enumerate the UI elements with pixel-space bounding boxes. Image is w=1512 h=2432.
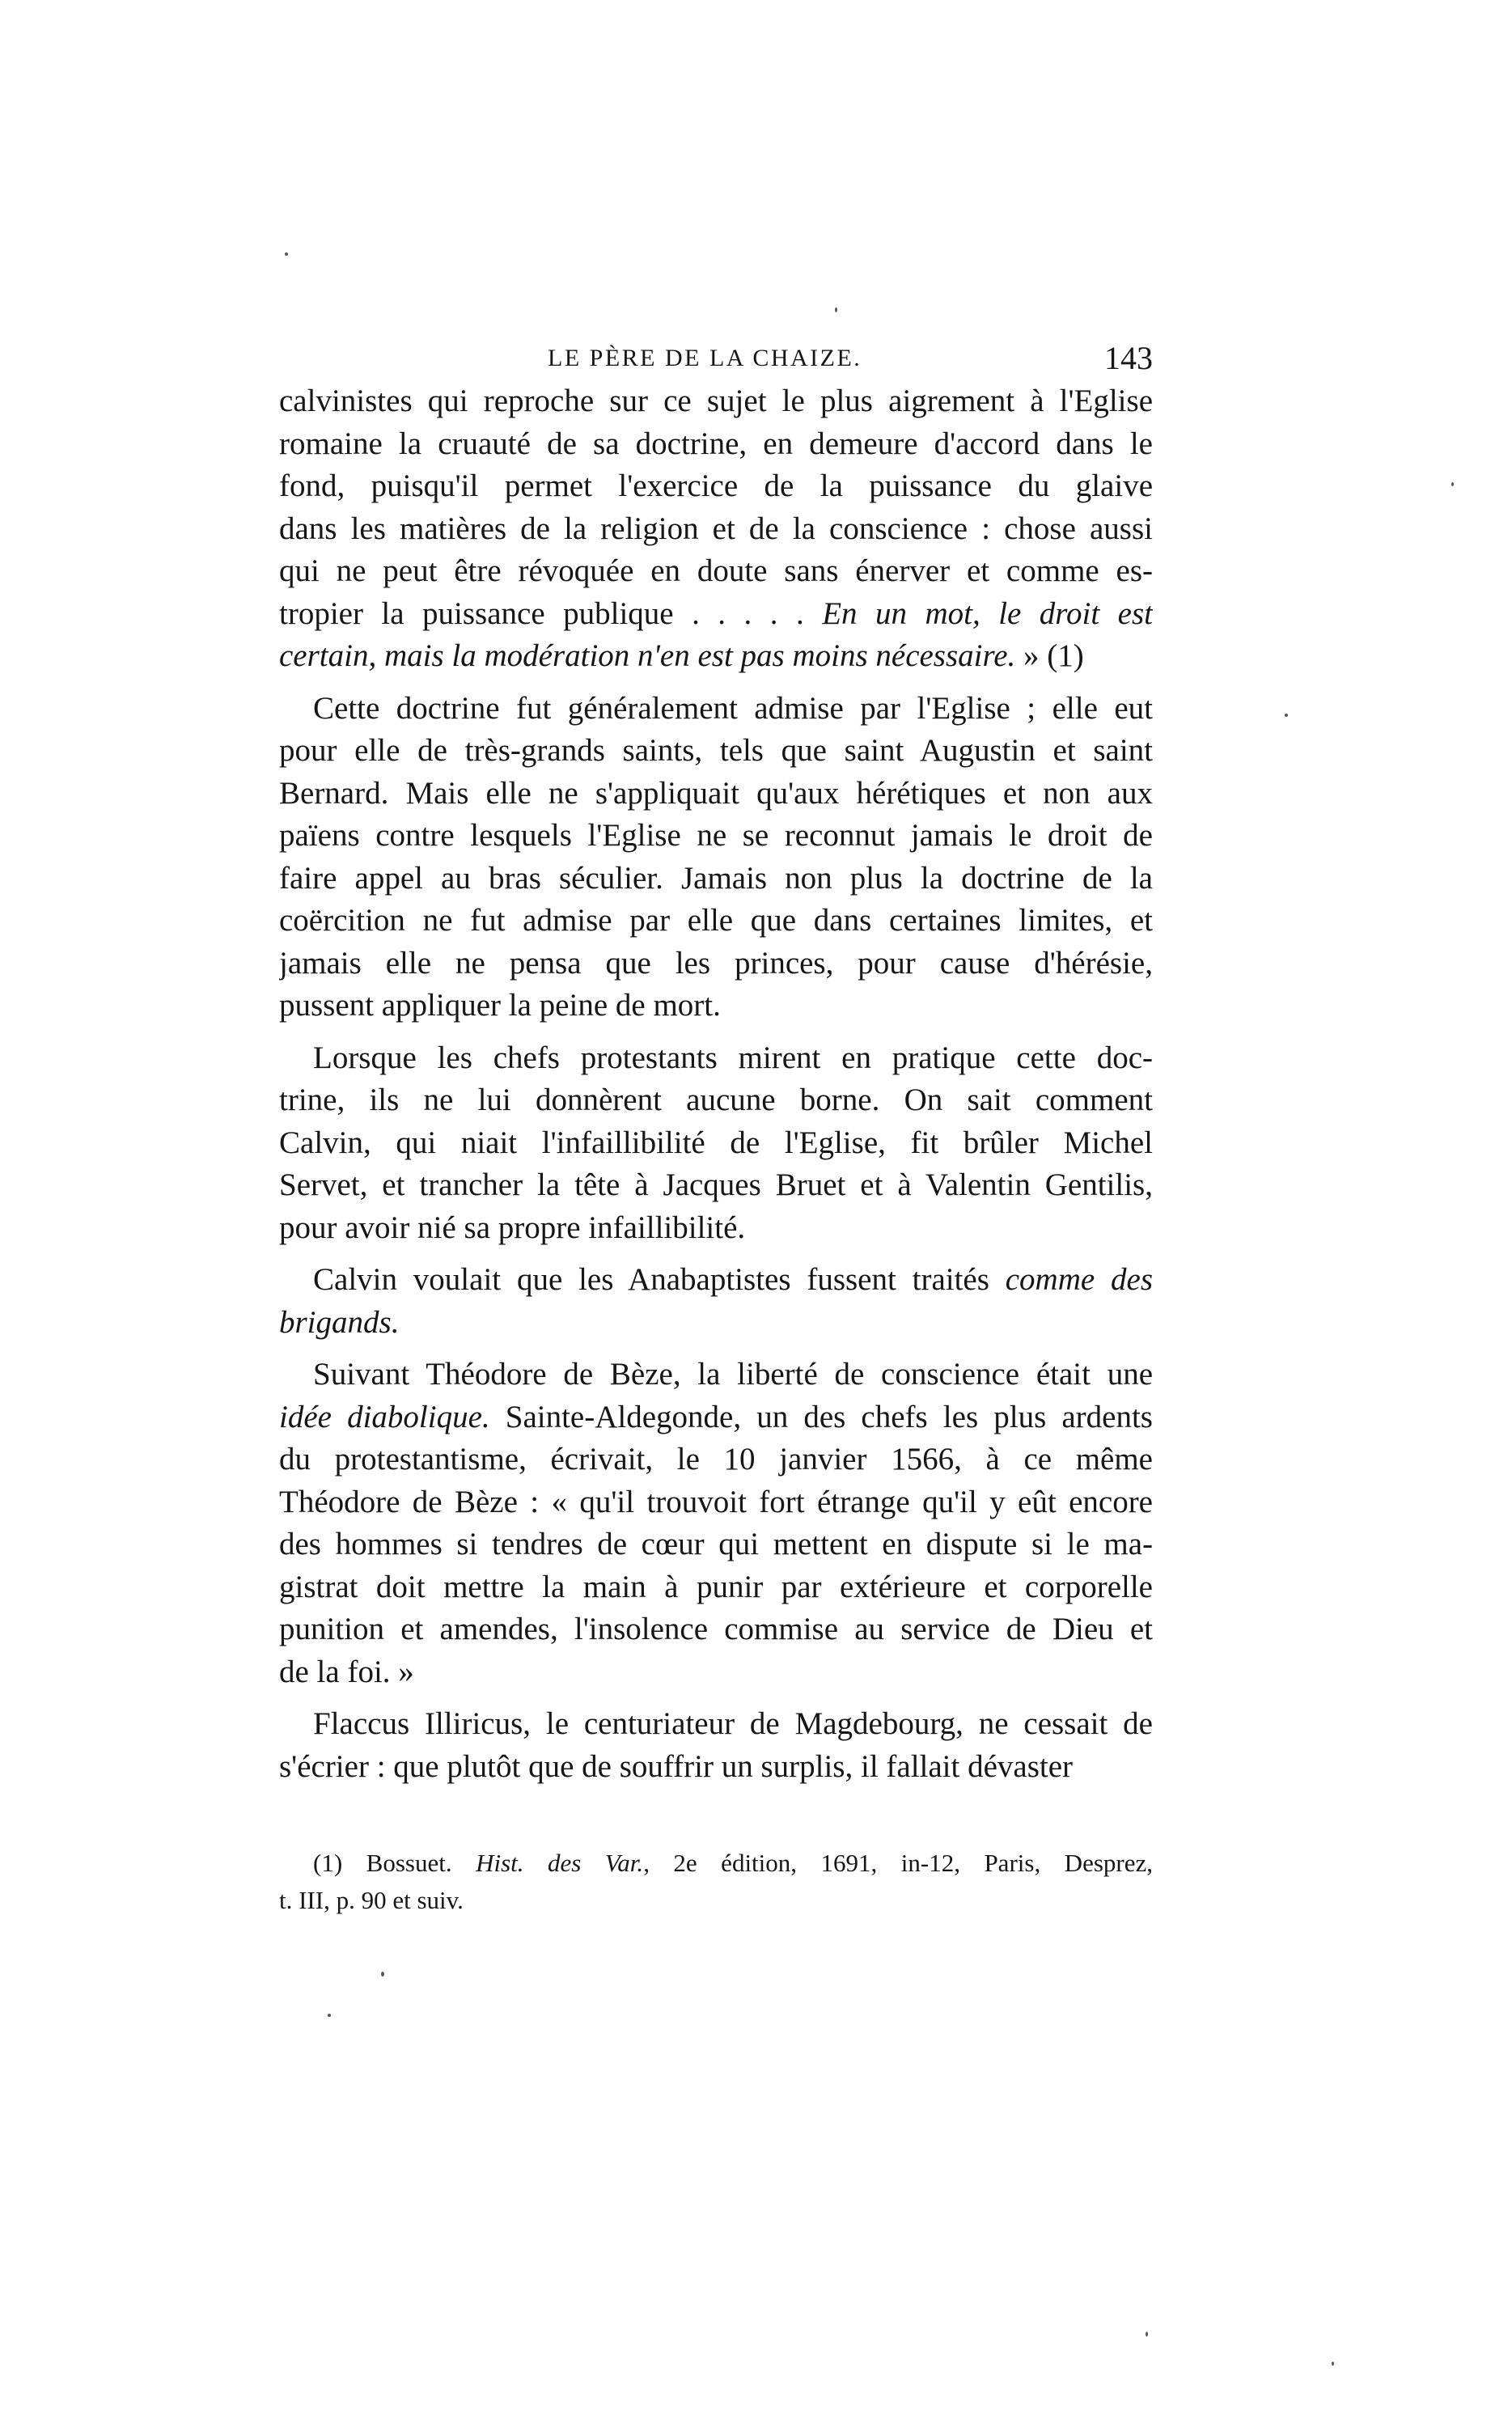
- text-line: [279, 423, 1153, 466]
- text-run: Sainte-Aldegonde, un des chefs les plus ardents: [489, 1399, 1153, 1434]
- text-run: tropier la puissance publique . . . . .: [279, 595, 823, 631]
- scan-speck: [1332, 2362, 1334, 2366]
- text-run: pussent appliquer la peine de mort.: [279, 988, 721, 1023]
- scan-speck: [285, 252, 288, 256]
- paragraph: [279, 1703, 1153, 1788]
- text-run: fond, puisqu'il permet l'exercice de la puissance du glaive: [279, 468, 1153, 503]
- text-line: [279, 635, 1153, 678]
- text-run: faire appel au bras séculier. Jamais non plus la doctrine de la: [279, 860, 1153, 896]
- running-title: LE PÈRE DE LA CHAIZE.: [548, 345, 862, 371]
- text-line: [279, 465, 1153, 508]
- text-run: de la foi. »: [279, 1654, 414, 1689]
- text-line: [279, 1302, 1153, 1345]
- text-line: [279, 943, 1153, 985]
- italic-run: En un mot, le droit est: [822, 595, 1153, 631]
- text-line: [279, 1651, 1153, 1694]
- text-line: [279, 1207, 1153, 1250]
- page-header: [279, 338, 1153, 379]
- scan-speck: [381, 1972, 384, 1977]
- scan-speck: [328, 2014, 331, 2017]
- text-run: jamais elle ne pensa que les princes, pour cause d'hérésie,: [279, 945, 1153, 981]
- italic-run: brigands.: [279, 1304, 400, 1340]
- text-run: romaine la cruauté de sa doctrine, en demeure d'accord dans le: [279, 426, 1153, 461]
- text-line: [279, 773, 1153, 816]
- text-run: pour elle de très-grands saints, tels que saint Augustin et saint: [279, 733, 1153, 768]
- text-run: Lorsque les chefs protestants mirent en pratique cette doc-: [313, 1040, 1153, 1075]
- text-line: [279, 1438, 1153, 1481]
- text-line: [279, 1122, 1153, 1165]
- text-line: [279, 1396, 1153, 1439]
- text-run: s'écrier : que plutôt que de souffrir un surplis, il fallait dévaster: [279, 1748, 1074, 1784]
- text-line: [279, 1259, 1153, 1302]
- text-line: [279, 1164, 1153, 1207]
- text-run: calvinistes qui reproche sur ce sujet le plus aigrement à l'Eglise: [279, 383, 1153, 418]
- text-run: Théodore de Bèze : « qu'il trouvoit fort étrange qu'il y eût encore: [279, 1484, 1153, 1519]
- text-run: Calvin, qui niait l'infaillibilité de l'Eglise, fit brûler Michel: [279, 1125, 1153, 1160]
- text-line: [279, 1354, 1153, 1396]
- footnotes: [279, 1845, 1153, 1919]
- text-line: [279, 1703, 1153, 1746]
- text-line: [279, 985, 1153, 1027]
- text-run: » (1): [1015, 638, 1084, 673]
- text-run: (1) Bossuet.: [313, 1849, 476, 1877]
- text-line: [279, 1523, 1153, 1566]
- paragraph: [279, 380, 1153, 678]
- text-line: [279, 1882, 1153, 1919]
- text-run: qui ne peut être révoquée en doute sans énerver et comme es-: [279, 553, 1153, 588]
- text-line: [279, 1481, 1153, 1524]
- text-run: , 2e édition, 1691, in-12, Paris, Desprez,: [643, 1849, 1153, 1877]
- text-line: [279, 858, 1153, 900]
- text-run: t. III, p. 90 et suiv.: [279, 1886, 464, 1914]
- text-line: [279, 1566, 1153, 1609]
- text-line: [279, 380, 1153, 423]
- text-line: [279, 688, 1153, 731]
- page-number: 143: [1104, 340, 1153, 376]
- text-run: Calvin voulait que les Anabaptistes fussent traités: [313, 1262, 1006, 1297]
- paragraph: [279, 1259, 1153, 1344]
- scan-speck: [1285, 714, 1288, 717]
- text-line: [279, 1079, 1153, 1122]
- scan-speck: [1451, 482, 1454, 486]
- paragraph: [279, 688, 1153, 1027]
- text-line: [279, 1608, 1153, 1651]
- text-line: [279, 815, 1153, 858]
- italic-run: comme des: [1005, 1262, 1153, 1297]
- text-run: Cette doctrine fut généralement admise par l'Eglise ; elle eut: [313, 690, 1153, 726]
- scan-speck: [835, 307, 837, 312]
- paragraph: [279, 1354, 1153, 1693]
- text-run: Bernard. Mais elle ne s'appliquait qu'aux hérétiques et non aux: [279, 775, 1153, 811]
- footnote: [279, 1845, 1153, 1919]
- text-run: païens contre lesquels l'Eglise ne se reconnut jamais le droit de: [279, 818, 1153, 853]
- text-run: Servet, et trancher la tête à Jacques Bruet et à Valentin Gentilis,: [279, 1167, 1153, 1202]
- paragraph: [279, 1037, 1153, 1250]
- text-line: [279, 1037, 1153, 1080]
- text-run: gistrat doit mettre la main à punir par extérieure et corporelle: [279, 1569, 1153, 1604]
- italic-run: Hist. des Var.: [476, 1849, 644, 1877]
- text-run: dans les matières de la religion et de la conscience : chose aussi: [279, 511, 1153, 546]
- text-run: pour avoir nié sa propre infaillibilité.: [279, 1210, 746, 1245]
- body-text: [279, 380, 1153, 1798]
- text-line: [279, 1746, 1153, 1789]
- text-run: trine, ils ne lui donnèrent aucune borne. On sait comment: [279, 1083, 1153, 1117]
- text-line: [279, 1845, 1153, 1882]
- text-run: punition et amendes, l'insolence commise au service de Dieu et: [279, 1612, 1153, 1646]
- text-run: Suivant Théodore de Bèze, la liberté de conscience était une: [313, 1357, 1153, 1392]
- text-line: [279, 550, 1153, 593]
- italic-run: idée diabolique.: [279, 1399, 490, 1434]
- text-line: [279, 593, 1153, 636]
- scan-speck: [1146, 2332, 1148, 2337]
- text-run: coërcition ne fut admise par elle que dans certaines limites, et: [279, 903, 1153, 938]
- text-run: du protestantisme, écrivait, le 10 janvier 1566, à ce même: [279, 1442, 1153, 1477]
- italic-run: certain, mais la modération n'en est pas moins nécessaire.: [279, 638, 1016, 673]
- text-line: [279, 900, 1153, 943]
- text-run: Flaccus Illiricus, le centuriateur de Magdebourg, ne cessait de: [313, 1706, 1153, 1741]
- text-line: [279, 508, 1153, 551]
- text-line: [279, 730, 1153, 773]
- text-run: des hommes si tendres de cœur qui mettent en dispute si le ma-: [279, 1527, 1153, 1561]
